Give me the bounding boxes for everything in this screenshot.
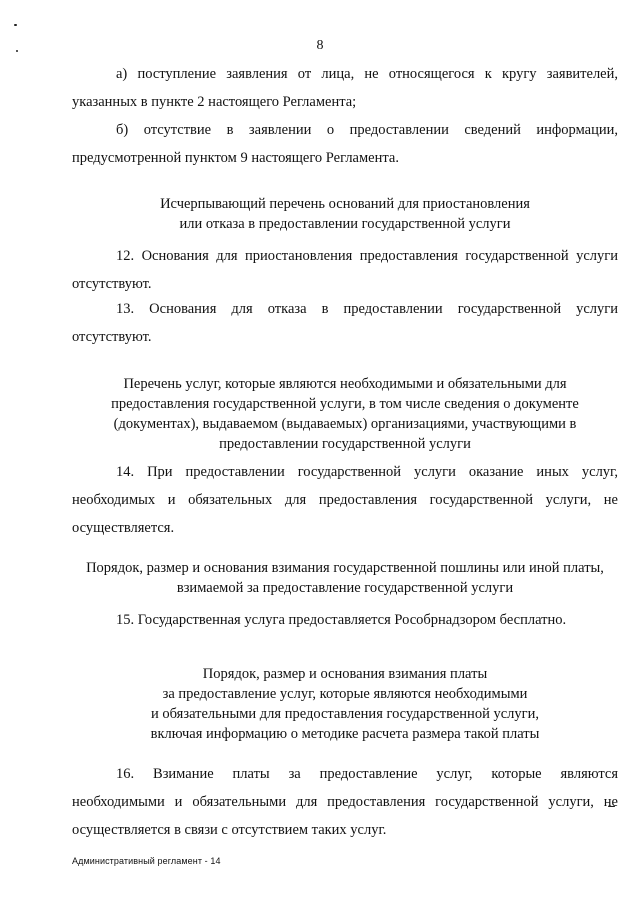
section-heading-grounds-refusal	[60, 194, 630, 234]
heading-line: (документах), выдаваемом (выдаваемых) организациями, участвующими в	[113, 416, 577, 432]
page-footer: Административный регламент - 14	[72, 856, 221, 866]
paragraph-15-line-1: 15. Государственная услуга предоставляется Рособрнадзором бесплатно.	[116, 612, 567, 628]
paragraph-15	[72, 606, 618, 634]
heading-line: за предоставление услуг, которые являются необходимыми	[162, 686, 528, 702]
heading-line: включая информацию о методике расчета размера такой платы	[150, 726, 540, 742]
section-heading-payment-method	[60, 664, 630, 744]
paragraph-13-line-2: отсутствуют.	[72, 329, 152, 345]
item-a-line-1: а) поступление заявления от лица, не относящегося к кругу заявителей,	[116, 66, 618, 82]
item-a	[72, 60, 618, 116]
item-b	[72, 116, 618, 172]
heading-line: Перечень услуг, которые являются необходимыми и обязательными для	[123, 376, 567, 392]
heading-line: Порядок, размер и основания взимания платы	[202, 666, 488, 682]
page-number: 8	[316, 38, 324, 53]
scan-speck	[14, 24, 17, 26]
paragraph-14-line-3: осуществляется.	[72, 520, 175, 536]
paragraph-12	[72, 242, 618, 298]
section-heading-state-fee	[60, 558, 630, 598]
heading-line: и обязательными для предоставления государственной услуги,	[151, 706, 539, 722]
item-b-line-2: предусмотренной пунктом 9 настоящего Регламента.	[72, 150, 399, 166]
paragraph-13-line-1: 13. Основания для отказа в предоставлении государственной услуги	[116, 301, 618, 317]
heading-line: или отказа в предоставлении государственной услуги	[179, 216, 511, 232]
paragraph-16	[72, 760, 618, 844]
paragraph-13	[72, 295, 618, 351]
paragraph-12-line-2: отсутствуют.	[72, 276, 152, 292]
heading-line: Исчерпывающий перечень оснований для приостановления	[160, 196, 530, 212]
heading-line: предоставлении государственной услуги	[219, 436, 471, 452]
paragraph-14	[72, 458, 618, 542]
paragraph-16-line-3: осуществляется в связи с отсутствием таких услуг.	[72, 822, 387, 838]
heading-line: Порядок, размер и основания взимания государственной пошлины или иной платы,	[86, 560, 604, 576]
paragraph-16-line-2: необходимыми и обязательными для предоставления государственной услуги, не	[72, 794, 618, 810]
item-a-line-2: указанных в пункте 2 настоящего Регламента;	[72, 94, 357, 110]
paragraph-12-line-1: 12. Основания для приостановления предоставления государственной услуги	[116, 248, 618, 264]
paragraph-14-line-1: 14. При предоставлении государственной услуги оказание иных услуг,	[116, 464, 618, 480]
section-heading-necessary-services	[60, 374, 630, 454]
paragraph-16-line-1: 16. Взимание платы за предоставление услуг, которые являются	[116, 766, 618, 782]
heading-line: предоставления государственной услуги, в том числе сведения о документе	[111, 396, 579, 412]
paragraph-14-line-2: необходимых и обязательных для предоставления государственной услуги, не	[72, 492, 618, 508]
item-b-line-1: б) отсутствие в заявлении о предоставлении сведений информации,	[116, 122, 618, 138]
heading-line: взимаемой за предоставление государственной услуги	[176, 580, 514, 596]
